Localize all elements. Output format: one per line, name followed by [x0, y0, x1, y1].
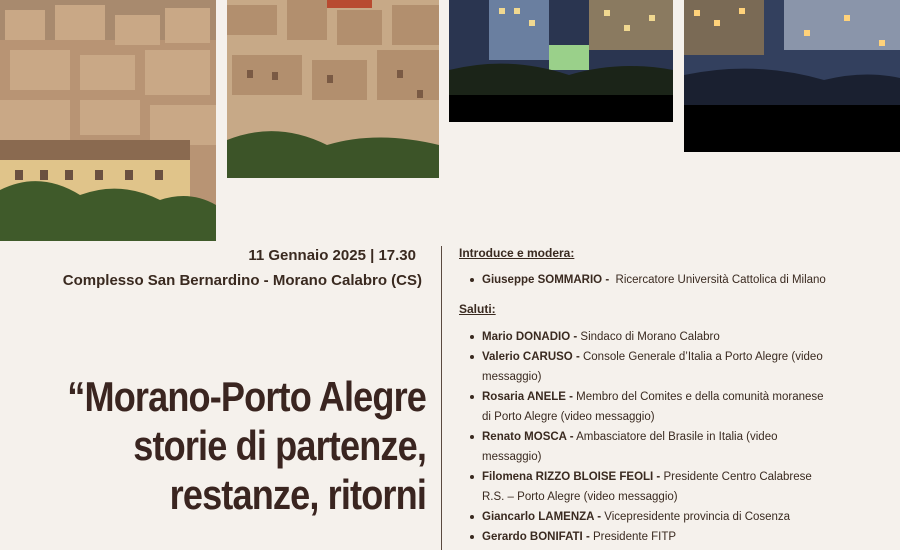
night-photo-porto-alegre-1: [449, 0, 673, 122]
title-line-1: “Morano-Porto Alegre: [67, 373, 426, 420]
town-photo-morano-1: [0, 0, 216, 241]
moderator-list: [468, 270, 848, 290]
list-item: Renato MOSCA - Ambasciatore del Brasile in Italia (video messaggio): [468, 427, 828, 467]
greetings-heading: Saluti:: [459, 302, 496, 316]
town-photo-morano-2: [227, 0, 439, 178]
night-photo-porto-alegre-2: [684, 0, 900, 152]
list-item: Mario DONADIO - Sindaco di Morano Calabro: [468, 327, 828, 347]
moderator-heading: Introduce e modera:: [459, 246, 575, 260]
list-item: Filomena RIZZO BLOISE FEOLI - Presidente Centro Calabrese R.S. – Porto Alegre (video messaggio): [468, 467, 828, 507]
event-title: [65, 372, 426, 519]
title-line-2: storie di partenze,: [133, 422, 426, 469]
event-venue: Complesso San Bernardino - Morano Calabro (CS): [62, 272, 422, 289]
list-item: Giuseppe SOMMARIO - Ricercatore Università Cattolica di Milano: [468, 270, 848, 290]
list-item: Rosaria ANELE - Membro del Comites e della comunità moranese di Porto Alegre (video messaggio): [468, 387, 828, 427]
title-line-3: restanze, ritorni: [169, 471, 426, 518]
event-date-time: 11 Gennaio 2025 | 17.30: [248, 247, 416, 264]
vertical-divider: [441, 246, 442, 550]
list-item: Valerio CARUSO - Console Generale d’Italia a Porto Alegre (video messaggio): [468, 347, 828, 387]
greetings-list: [468, 327, 828, 547]
list-item: Gerardo BONIFATI - Presidente FITP: [468, 527, 828, 547]
list-item: Giancarlo LAMENZA - Vicepresidente provincia di Cosenza: [468, 507, 828, 527]
